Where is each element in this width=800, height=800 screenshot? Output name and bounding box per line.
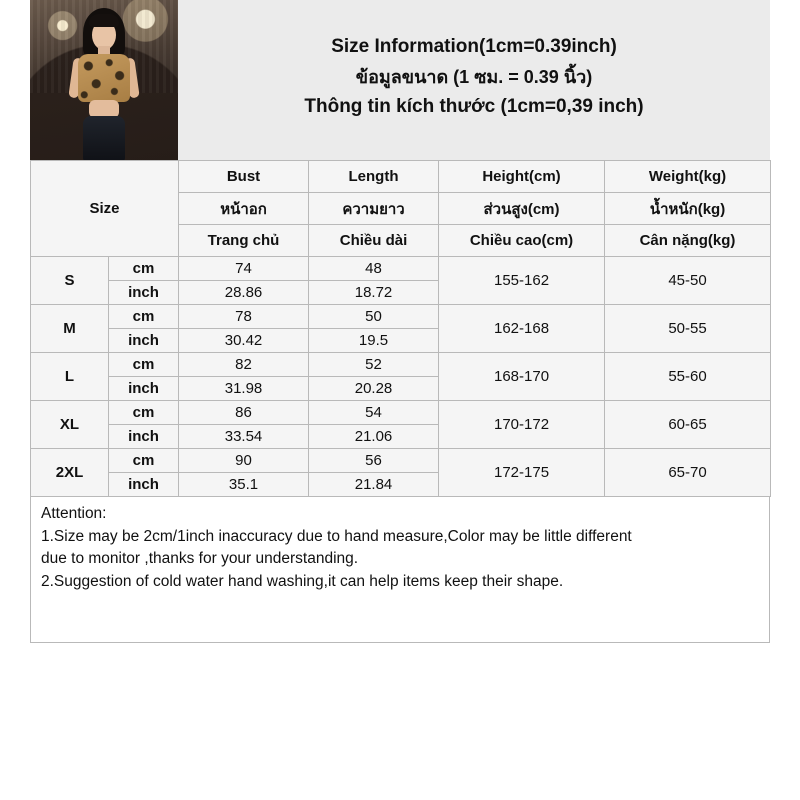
col-header-height-vi: Chiều cao(cm)	[439, 225, 605, 257]
unit-inch: inch	[109, 281, 179, 305]
model-leopard-top	[78, 54, 130, 102]
cell-length-cm-m: 50	[309, 305, 439, 329]
cell-bust-cm-s: 74	[179, 257, 309, 281]
title-thai: ข้อมูลขนาด (1 ซม. = 0.39 นิ้ว)	[355, 66, 593, 87]
row-size-m: M	[31, 305, 109, 353]
photo-model-figure	[67, 8, 141, 160]
model-fringe	[89, 14, 119, 27]
attention-line-2: due to monitor ,thanks for your understanding.	[41, 550, 359, 568]
cell-bust-cm-2xl: 90	[179, 449, 309, 473]
cell-length-inch-m: 19.5	[309, 329, 439, 353]
cell-bust-cm-xl: 86	[179, 401, 309, 425]
unit-inch: inch	[109, 425, 179, 449]
attention-heading: Attention:	[41, 505, 107, 522]
cell-weight-2xl: 65-70	[605, 449, 771, 497]
cell-length-cm-xl: 54	[309, 401, 439, 425]
unit-cm: cm	[109, 353, 179, 377]
col-header-weight-th: น้ำหนัก(kg)	[605, 193, 771, 225]
cell-length-cm-l: 52	[309, 353, 439, 377]
col-header-bust-vi: Trang chủ	[179, 225, 309, 257]
unit-inch: inch	[109, 473, 179, 497]
col-header-weight-vi: Cân nặng(kg)	[605, 225, 771, 257]
cell-height-s: 155-162	[439, 257, 605, 305]
title-english: Size Information(1cm=0.39inch)	[331, 36, 617, 57]
cell-bust-inch-l: 31.98	[179, 377, 309, 401]
col-header-weight-en: Weight(kg)	[605, 161, 771, 193]
unit-inch: inch	[109, 329, 179, 353]
row-size-2xl: 2XL	[31, 449, 109, 497]
cell-weight-s: 45-50	[605, 257, 771, 305]
cell-weight-m: 50-55	[605, 305, 771, 353]
cell-bust-cm-l: 82	[179, 353, 309, 377]
table-row	[31, 449, 771, 473]
table-row	[31, 305, 771, 329]
cell-length-inch-l: 20.28	[309, 377, 439, 401]
cell-height-l: 168-170	[439, 353, 605, 401]
size-table	[30, 160, 771, 497]
row-size-xl: XL	[31, 401, 109, 449]
cell-bust-inch-m: 30.42	[179, 329, 309, 353]
header	[30, 0, 770, 160]
cell-height-xl: 170-172	[439, 401, 605, 449]
col-header-height-en: Height(cm)	[439, 161, 605, 193]
model-pants	[83, 116, 125, 160]
row-size-s: S	[31, 257, 109, 305]
unit-cm: cm	[109, 305, 179, 329]
cell-bust-inch-s: 28.86	[179, 281, 309, 305]
cell-height-2xl: 172-175	[439, 449, 605, 497]
attention-line-1: 1.Size may be 2cm/1inch inaccuracy due to hand measure,Color may be little different	[41, 527, 632, 545]
product-photo	[30, 0, 178, 160]
cell-length-inch-xl: 21.06	[309, 425, 439, 449]
title-vietnamese: Thông tin kích thước (1cm=0,39 inch)	[304, 96, 644, 118]
col-header-bust-th: หน้าอก	[179, 193, 309, 225]
attention-block	[30, 497, 770, 643]
cell-bust-inch-2xl: 35.1	[179, 473, 309, 497]
cell-bust-inch-xl: 33.54	[179, 425, 309, 449]
table-header-row-en	[31, 161, 771, 193]
unit-cm: cm	[109, 449, 179, 473]
unit-cm: cm	[109, 401, 179, 425]
cell-length-cm-2xl: 56	[309, 449, 439, 473]
cell-height-m: 162-168	[439, 305, 605, 353]
cell-length-inch-2xl: 21.84	[309, 473, 439, 497]
cell-weight-xl: 60-65	[605, 401, 771, 449]
cell-length-inch-s: 18.72	[309, 281, 439, 305]
unit-cm: cm	[109, 257, 179, 281]
size-header-cell: Size	[31, 161, 179, 257]
row-size-l: L	[31, 353, 109, 401]
col-header-length-en: Length	[309, 161, 439, 193]
col-header-height-th: ส่วนสูง(cm)	[439, 193, 605, 225]
cell-bust-cm-m: 78	[179, 305, 309, 329]
table-row	[31, 353, 771, 377]
title-block	[178, 0, 770, 160]
col-header-bust-en: Bust	[179, 161, 309, 193]
size-chart-sheet	[30, 0, 770, 643]
attention-line-3: 2.Suggestion of cold water hand washing,it can help items keep their shape.	[41, 572, 564, 590]
table-row	[31, 257, 771, 281]
col-header-length-th: ความยาว	[309, 193, 439, 225]
cell-weight-l: 55-60	[605, 353, 771, 401]
cell-length-cm-s: 48	[309, 257, 439, 281]
table-row	[31, 401, 771, 425]
col-header-length-vi: Chiều dài	[309, 225, 439, 257]
unit-inch: inch	[109, 377, 179, 401]
